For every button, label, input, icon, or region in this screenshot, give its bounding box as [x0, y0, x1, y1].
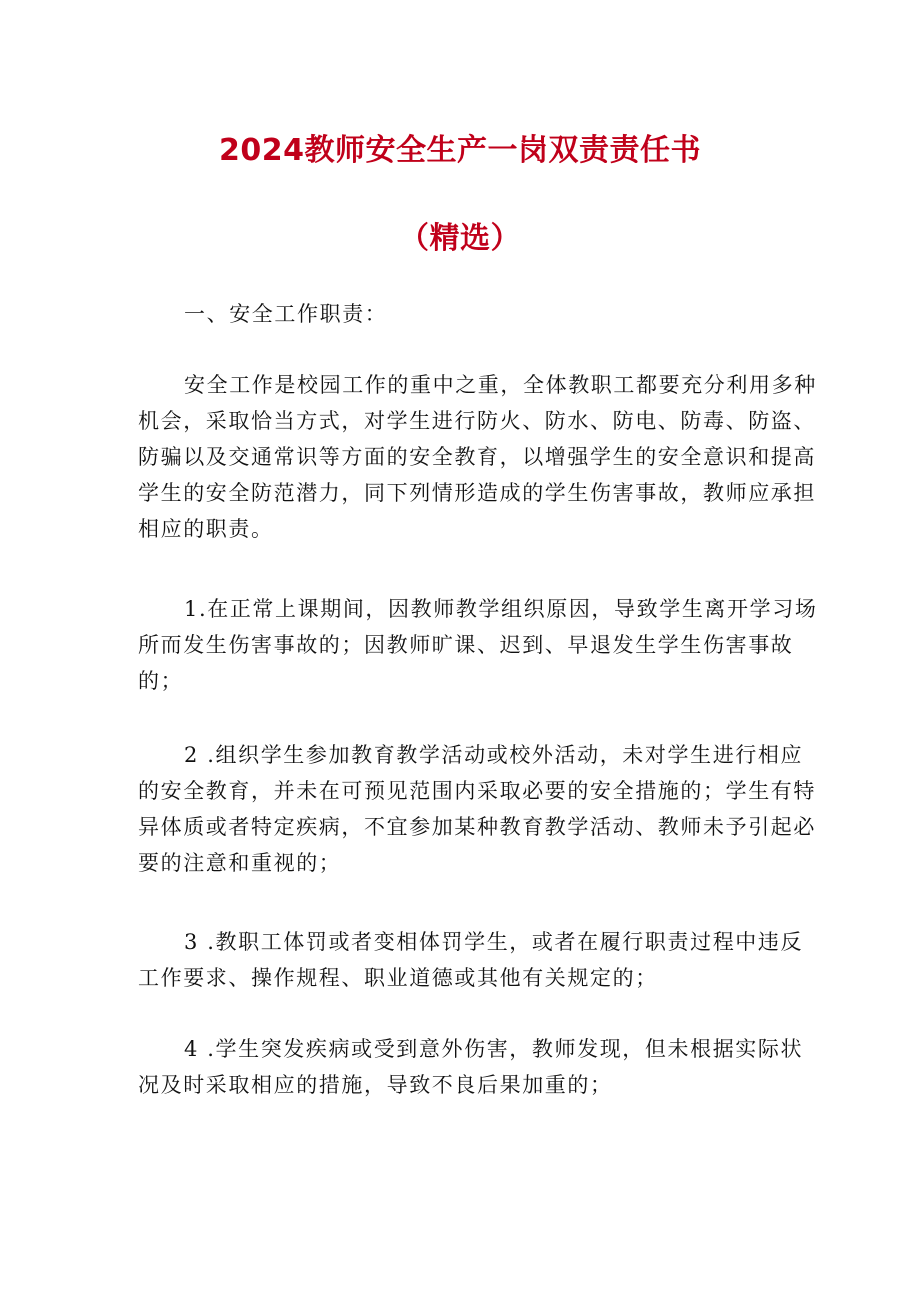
paragraph-intro — [138, 367, 818, 547]
paragraph-text: 4 .学生突发疾病或受到意外伤害，教师发现，但未根据实际状况及时采取相应的措施，导致不良后果加重的； — [138, 1037, 804, 1097]
paragraph-text: 1.在正常上课期间，因教师教学组织原因，导致学生离开学习场所而发生伤害事故的；因教师旷课、迟到、早退发生学生伤害事故的； — [138, 597, 818, 693]
paragraph-item-4 — [138, 1031, 818, 1103]
section-heading — [138, 296, 818, 332]
paragraph-text: 安全工作是校园工作的重中之重，全体教职工都要充分利用多种机会，采取恰当方式，对学生进行防火、防水、防电、防毒、防盗、防骗以及交通常识等方面的安全教育，以增强学生的安全意识和提高学生的安全防范潜力，同下列情形造成的学生伤害事故，教师应承担相应的职责。 — [138, 373, 817, 541]
paragraph-item-3 — [138, 924, 818, 996]
document-title: 2024教师安全生产一岗双责责任书 — [219, 133, 701, 168]
paragraph-text: 3 .教职工体罚或者变相体罚学生，或者在履行职责过程中违反工作要求、操作规程、职业道德或其他有关规定的； — [138, 930, 804, 990]
paragraph-item-1 — [138, 591, 818, 699]
section-heading-text: 一、安全工作职责： — [184, 302, 388, 326]
paragraph-text: 2 .组织学生参加教育教学活动或校外活动，未对学生进行相应的安全教育，并未在可预见范围内采取必要的安全措施的；学生有特异体质或者特定疾病，不宜参加某种教育教学活动、教师未予引起必要的注意和重视的； — [138, 743, 816, 875]
document-subtitle: （精选） — [399, 221, 521, 256]
paragraph-item-2 — [138, 737, 818, 881]
